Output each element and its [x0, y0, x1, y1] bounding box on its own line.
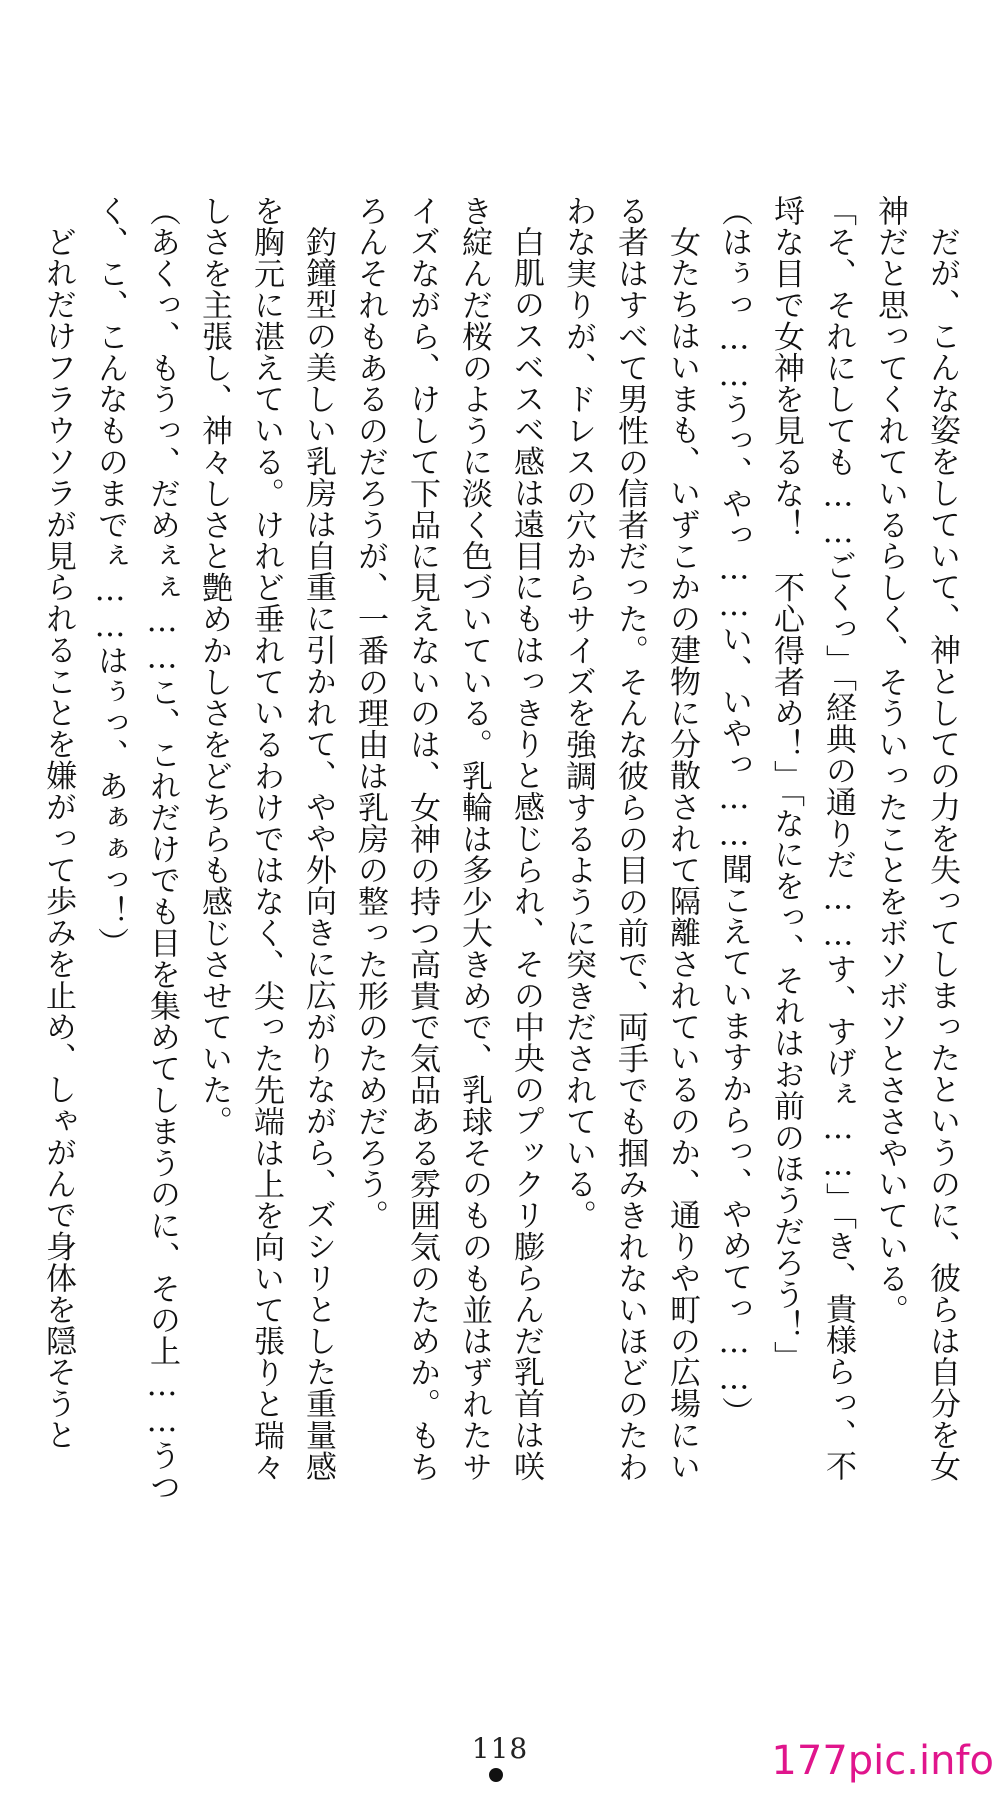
paragraph-7-thought: （あくっ、もうっ、だめぇぇ……こ、これだけでも目を集めてしまうのに、その上……うつく、こ、こんなものまでぇ……はぅっ、あぁぁっ！） [92, 195, 180, 1503]
watermark-text: 177pic.info [771, 1738, 994, 1784]
vertical-text-body [40, 195, 968, 1505]
paragraph-4: 女たちはいまも、いずこかの建物に分散されて隔離されているのか、通りや町の広場にいる者はすべて男性の信者だった。そんな彼らの目の前で、両手でも掴みきれないほどのたわわな実りが、ドレスの穴からサイズを強調するように突きだされている。 [560, 195, 700, 1483]
paragraph-1: だが、こんな姿をしていて、神としての力を失ってしまったというのに、彼らは自分を女神だと思ってくれているらしく、そういったことをボソボソとささやいている。 [872, 195, 960, 1482]
page-number: 118 [471, 1732, 529, 1765]
paragraph-3-thought: （はぅっ……うっ、やっ……い、いやっ……聞こえていますからっ、やめてっ……） [716, 195, 752, 1429]
page-dot-ornament [489, 1768, 503, 1782]
paragraph-5: 白肌のスベスベ感は遠目にもはっきりと感じられ、その中央のプックリ膨らんだ乳首は咲き綻んだ桜のように淡く色づいている。乳輪は多少大きめで、乳球そのものも並はずれたサイズながら、けして下品に見えないのは、女神の持つ高貴で気品ある雰囲気のためか。もちろんそれもあるのだろうが、一番の理由は乳房の整った形のためだろう。 [352, 195, 544, 1483]
paragraph-6: 釣鐘型の美しい乳房は自重に引かれて、やや外向きに広がりながら、ズシリとした重量感を胸元に湛えている。けれど垂れているわけではなく、尖った先端は上を向いて張りと瑞々しさを主張し、神々しさと艶めかしさをどちらも感じさせていた。 [196, 195, 336, 1483]
paragraph-8: どれだけフラウソラが見られることを嫌がって歩みを止め、しゃがんで身体を隠そうと [40, 226, 76, 1451]
paragraph-2-dialogue: 「そ、それにしても……ごくっ」「経典の通りだ……す、すげぇ……」「き、貴様らっ、不埒な目で女神を見るな！ 不心得者め！」「なにをっ、それはお前のほうだろう！」 [768, 195, 856, 1482]
